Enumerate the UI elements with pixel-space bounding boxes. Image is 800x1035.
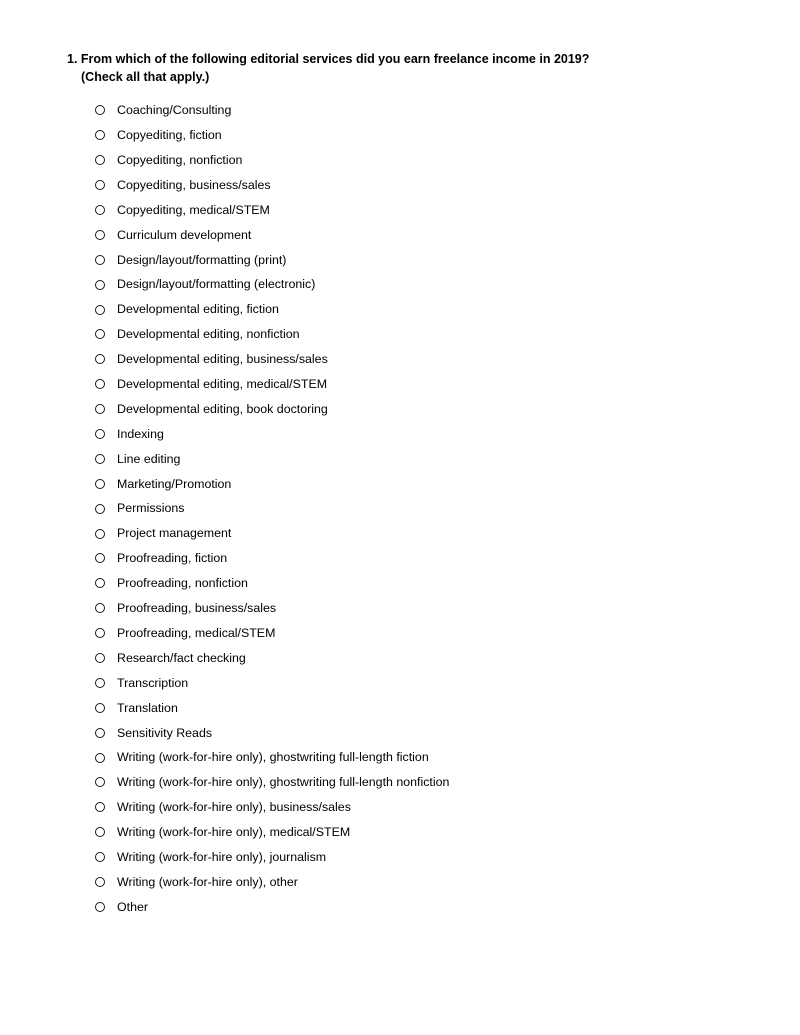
option-row[interactable] xyxy=(95,745,755,770)
option-row[interactable] xyxy=(95,496,755,521)
option-row[interactable] xyxy=(95,446,755,471)
option-row[interactable] xyxy=(95,546,755,571)
radio-button-icon[interactable] xyxy=(95,155,105,165)
option-row[interactable] xyxy=(95,596,755,621)
option-label: Writing (work-for-hire only), other xyxy=(117,874,298,889)
option-label: Writing (work-for-hire only), ghostwriting full-length nonfiction xyxy=(117,775,450,790)
radio-button-icon[interactable] xyxy=(95,578,105,588)
option-label: Developmental editing, book doctoring xyxy=(117,401,328,416)
option-row[interactable] xyxy=(95,347,755,372)
option-label: Developmental editing, fiction xyxy=(117,302,279,317)
option-label: Developmental editing, nonfiction xyxy=(117,327,300,342)
radio-button-icon[interactable] xyxy=(95,404,105,414)
option-label: Project management xyxy=(117,526,232,541)
radio-button-icon[interactable] xyxy=(95,379,105,389)
question-heading xyxy=(67,50,727,86)
radio-button-icon[interactable] xyxy=(95,553,105,563)
option-row[interactable] xyxy=(95,397,755,422)
option-label: Other xyxy=(117,899,148,914)
option-label: Developmental editing, medical/STEM xyxy=(117,377,328,392)
radio-button-icon[interactable] xyxy=(95,603,105,613)
option-label: Proofreading, fiction xyxy=(117,551,228,566)
option-row[interactable] xyxy=(95,247,755,272)
radio-button-icon[interactable] xyxy=(95,703,105,713)
radio-button-icon[interactable] xyxy=(95,653,105,663)
option-row[interactable] xyxy=(95,471,755,496)
option-row[interactable] xyxy=(95,720,755,745)
radio-button-icon[interactable] xyxy=(95,802,105,812)
option-row[interactable] xyxy=(95,422,755,447)
option-row[interactable] xyxy=(95,870,755,895)
option-row[interactable] xyxy=(95,372,755,397)
option-label: Developmental editing, business/sales xyxy=(117,352,328,367)
question-prompt-line1: From which of the following editorial services did you earn freelance income in 2019? xyxy=(80,52,590,66)
option-label: Transcription xyxy=(117,675,189,690)
option-row[interactable] xyxy=(95,322,755,347)
radio-button-icon[interactable] xyxy=(95,753,105,763)
radio-button-icon[interactable] xyxy=(95,130,105,140)
option-label: Design/layout/formatting (print) xyxy=(117,252,287,267)
question-prompt-line2: (Check all that apply.) xyxy=(81,70,210,85)
option-row[interactable] xyxy=(95,272,755,297)
option-row[interactable] xyxy=(95,621,755,646)
option-row[interactable] xyxy=(95,173,755,198)
option-row[interactable] xyxy=(95,845,755,870)
option-label: Design/layout/formatting (electronic) xyxy=(117,277,316,292)
option-row[interactable] xyxy=(95,895,755,920)
option-row[interactable] xyxy=(95,770,755,795)
option-row[interactable] xyxy=(95,820,755,845)
option-label: Proofreading, nonfiction xyxy=(117,576,248,591)
radio-button-icon[interactable] xyxy=(95,255,105,265)
option-label: Proofreading, business/sales xyxy=(117,601,277,616)
radio-button-icon[interactable] xyxy=(95,827,105,837)
option-label: Permissions xyxy=(117,501,185,516)
option-label: Coaching/Consulting xyxy=(117,103,232,118)
radio-button-icon[interactable] xyxy=(95,205,105,215)
option-label: Copyediting, fiction xyxy=(117,128,222,143)
option-row[interactable] xyxy=(95,695,755,720)
radio-button-icon[interactable] xyxy=(95,105,105,115)
radio-button-icon[interactable] xyxy=(95,728,105,738)
option-row[interactable] xyxy=(95,297,755,322)
radio-button-icon[interactable] xyxy=(95,305,105,315)
radio-button-icon[interactable] xyxy=(95,902,105,912)
radio-button-icon[interactable] xyxy=(95,454,105,464)
option-label: Indexing xyxy=(117,426,164,441)
option-row[interactable] xyxy=(95,646,755,671)
radio-button-icon[interactable] xyxy=(95,504,105,514)
option-label: Line editing xyxy=(117,451,181,466)
option-row[interactable] xyxy=(95,148,755,173)
option-row[interactable] xyxy=(95,521,755,546)
radio-button-icon[interactable] xyxy=(95,777,105,787)
option-row[interactable] xyxy=(95,670,755,695)
option-label: Copyediting, nonfiction xyxy=(117,153,243,168)
option-label: Copyediting, business/sales xyxy=(117,177,271,192)
radio-button-icon[interactable] xyxy=(95,852,105,862)
option-label: Copyediting, medical/STEM xyxy=(117,202,270,217)
option-label: Proofreading, medical/STEM xyxy=(117,625,276,640)
option-label: Translation xyxy=(117,700,178,715)
option-row[interactable] xyxy=(95,198,755,223)
radio-button-icon[interactable] xyxy=(95,529,105,539)
option-label: Curriculum development xyxy=(117,227,252,242)
radio-button-icon[interactable] xyxy=(95,429,105,439)
radio-button-icon[interactable] xyxy=(95,230,105,240)
option-label: Writing (work-for-hire only), medical/STEM xyxy=(117,825,351,840)
option-label: Writing (work-for-hire only), journalism xyxy=(117,849,327,864)
option-label: Writing (work-for-hire only), ghostwriting full-length fiction xyxy=(117,750,429,765)
option-label: Writing (work-for-hire only), business/sales xyxy=(117,800,351,815)
option-label: Marketing/Promotion xyxy=(117,476,232,491)
question-block xyxy=(67,50,727,86)
radio-button-icon[interactable] xyxy=(95,180,105,190)
option-row[interactable] xyxy=(95,123,755,148)
options-list xyxy=(95,98,755,919)
radio-button-icon[interactable] xyxy=(95,877,105,887)
option-row[interactable] xyxy=(95,222,755,247)
option-label: Sensitivity Reads xyxy=(117,725,213,740)
radio-button-icon[interactable] xyxy=(95,354,105,364)
option-row[interactable] xyxy=(95,795,755,820)
question-number: 1. xyxy=(67,52,78,66)
radio-button-icon[interactable] xyxy=(95,678,105,688)
option-row[interactable] xyxy=(95,98,755,123)
option-row[interactable] xyxy=(95,571,755,596)
radio-button-icon[interactable] xyxy=(95,280,105,290)
radio-button-icon[interactable] xyxy=(95,628,105,638)
radio-button-icon[interactable] xyxy=(95,329,105,339)
option-label: Research/fact checking xyxy=(117,650,246,665)
radio-button-icon[interactable] xyxy=(95,479,105,489)
